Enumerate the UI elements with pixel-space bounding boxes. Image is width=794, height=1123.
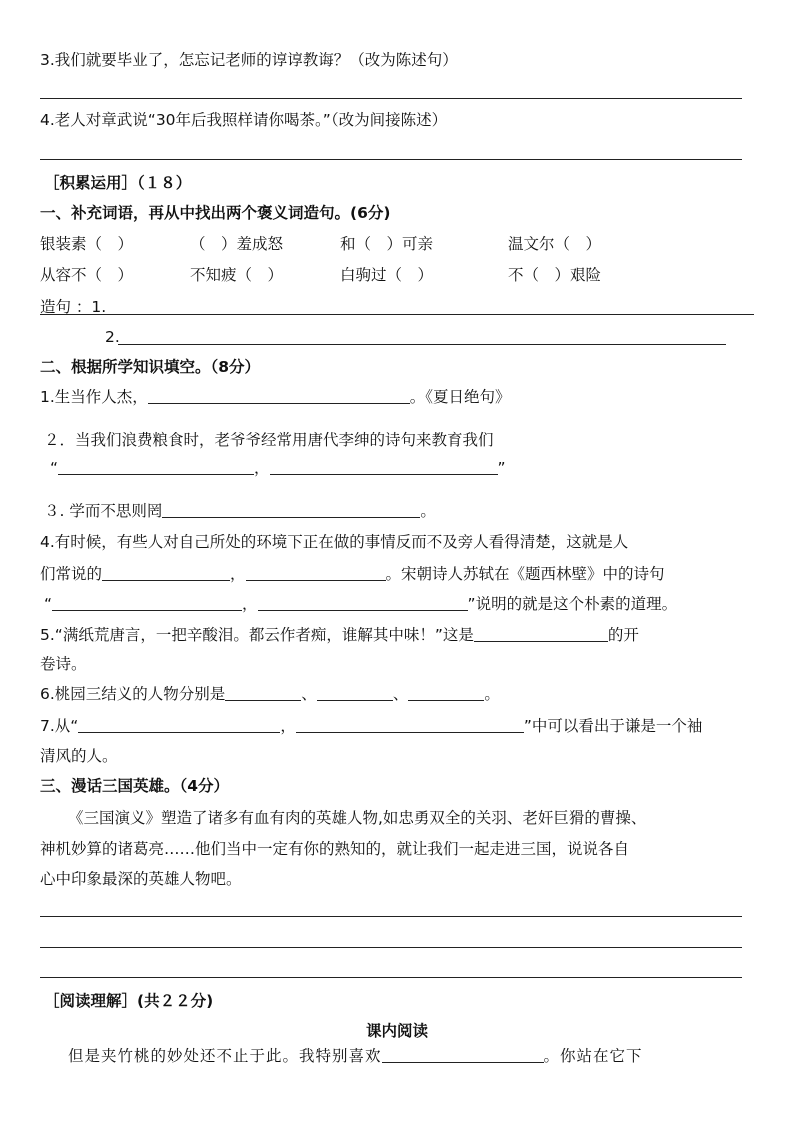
blank-line[interactable] (162, 502, 420, 518)
comma: ， (242, 595, 258, 613)
blank-line[interactable] (78, 717, 280, 733)
blank-line[interactable] (58, 459, 254, 475)
reading-subtitle: 课内阅读 (365, 1022, 428, 1040)
fill-7-line-2: 清风的人。 (40, 747, 118, 765)
word-blank-1[interactable]: 银装素（ ） (40, 235, 134, 253)
comma: ， (280, 717, 296, 735)
word-blank-8[interactable]: 不（ ）艰险 (508, 266, 602, 284)
blank-line[interactable] (148, 388, 410, 404)
fill-6-text: 6.桃园三结义的人物分别是 (40, 685, 226, 703)
fill-3-text: ３. 学而不思则罔 (44, 502, 163, 520)
reading-text: 但是夹竹桃的妙处还不止于此。我特别喜欢 (68, 1047, 382, 1065)
section-title-accumulation: ［积累运用］（１８） (44, 174, 192, 192)
question-4: 4.老人对章武说“30年后我照样请你喝茶。”（改为间接陈述） (40, 111, 448, 129)
subsection-title-1: 一、补充词语，再从中找出两个褒义词造句。(6分) (40, 204, 391, 222)
period: 。 (420, 502, 436, 520)
fill-2-blanks (50, 458, 506, 478)
word-blank-7[interactable]: 白驹过（ ） (340, 266, 434, 284)
answer-line-q3[interactable] (40, 98, 742, 99)
word-blank-6[interactable]: 不知疲（ ） (190, 266, 284, 284)
comma: ， (230, 565, 246, 583)
sentence-line-1[interactable] (40, 314, 754, 315)
blank-line[interactable] (246, 565, 386, 581)
word-blank-4[interactable]: 温文尔（ ） (508, 235, 602, 253)
subsection-title-2: 二、根据所学知识填空。（8分） (40, 358, 261, 376)
question-3: 3.我们就要毕业了，怎忘记老师的谆谆教诲？（改为陈述句） (40, 51, 458, 69)
word-blank-3[interactable]: 和（ ）可亲 (340, 235, 434, 253)
reading-paragraph (68, 1046, 643, 1066)
fill-4-text-2: 。宋朝诗人苏轼在《题西林壁》中的诗句 (385, 565, 665, 583)
blank-line[interactable] (382, 1047, 544, 1063)
blank-line[interactable] (296, 717, 524, 733)
blank-line[interactable] (317, 685, 393, 701)
close-quote: ” (497, 459, 506, 477)
answer-line-s3-3[interactable] (40, 977, 742, 978)
s3-paragraph-line-2: 神机妙算的诸葛亮……他们当中一定有你的熟知的，就让我们一起走进三国，说说各自 (40, 840, 630, 858)
fill-1 (40, 387, 511, 407)
fill-7-text-2: ”中可以看出于谦是一个袖 (523, 717, 703, 735)
open-quote: “ (44, 595, 53, 613)
sentence-label: 造句 ：1. (40, 298, 107, 316)
s3-paragraph-line-1: 《三国演义》塑造了诸多有血有肉的英雄人物,如忠勇双全的关羽、老奸巨猾的曹操、 (68, 809, 647, 827)
sentence-line-2[interactable] (118, 344, 726, 345)
blank-line[interactable] (102, 565, 230, 581)
fill-4-text-3: ”说明的就是这个朴素的道理。 (467, 595, 678, 613)
comma: ， (254, 459, 270, 477)
separator: 、 (392, 685, 409, 703)
fill-5-text-2: 的开 (607, 626, 639, 644)
separator: 、 (301, 685, 317, 703)
fill-3 (44, 501, 436, 521)
fill-5-line-2: 卷诗。 (40, 655, 87, 673)
period: 。 (484, 685, 500, 703)
blank-line[interactable] (270, 459, 498, 475)
subsection-title-3: 三、漫话三国英雄。（4分） (40, 777, 230, 795)
s3-paragraph-line-3: 心中印象最深的英雄人物吧。 (40, 870, 242, 888)
word-blank-5[interactable]: 从容不（ ） (40, 266, 134, 284)
section-title-reading: ［阅读理解］(共２２分) (44, 992, 214, 1010)
fill-6 (40, 684, 500, 704)
open-quote: “ (50, 459, 59, 477)
fill-4-text: 们常说的 (40, 565, 103, 583)
fill-4-line-1: 4.有时候，有些人对自己所处的环境下正在做的事情反而不及旁人看得清楚，这就是人 (40, 533, 629, 551)
fill-5-line-1 (40, 625, 639, 645)
answer-line-s3-1[interactable] (40, 916, 742, 917)
fill-7-text: 7.从“ (40, 717, 79, 735)
blank-line[interactable] (52, 595, 242, 611)
blank-line[interactable] (258, 595, 468, 611)
fill-2-prompt: ２．当我们浪费粮食时，老爷爷经常用唐代李绅的诗句来教育我们 (44, 431, 494, 449)
fill-4-line-3 (44, 594, 677, 614)
sentence-label-2: 2. (105, 328, 120, 346)
answer-line-s3-2[interactable] (40, 947, 742, 948)
fill-1-text: 1.生当作人杰， (40, 388, 148, 406)
reading-text-2: 。你站在它下 (543, 1047, 643, 1065)
blank-line[interactable] (408, 685, 484, 701)
fill-7-line-1 (40, 716, 702, 736)
fill-4-line-2 (40, 564, 665, 584)
answer-line-q4[interactable] (40, 159, 742, 160)
blank-line[interactable] (225, 685, 301, 701)
word-blank-2[interactable]: （ ）羞成怒 (190, 235, 284, 253)
fill-5-text: 5.“满纸荒唐言，一把辛酸泪。都云作者痴，谁解其中味！”这是 (40, 626, 474, 644)
fill-1-source: 。《夏日绝句》 (409, 388, 511, 406)
blank-line[interactable] (474, 626, 608, 642)
